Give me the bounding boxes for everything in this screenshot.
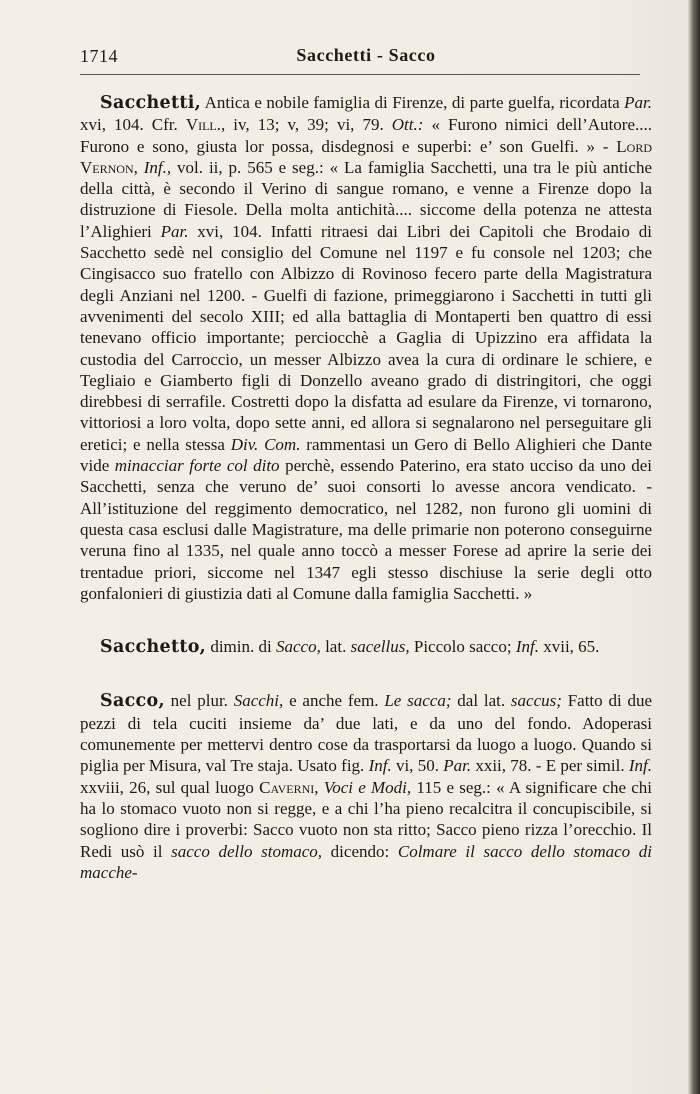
text-run: lat. [320,637,351,657]
text-run: Sacco, [275,637,321,657]
entry-text [80,92,652,604]
text-run: xvii, 65. [538,637,600,657]
text-run: dal lat. [451,691,511,711]
text-run: Fatto di due pezzi di tela cuciti insieme da’ due lati, e da uno del fondo. Adoperasi comunemente per mettervi dentro cose da trasportarsi da luogo a luogo. Quando si piglia per Misura, val Tre staja. Usato fig. [80,691,653,776]
text-run: vi, 50. [391,756,444,776]
text-run: Inf. [515,637,539,657]
text-run: Vill. [185,115,222,135]
text-run: minacciar forte col dito [114,456,280,476]
text-run: , [314,777,324,797]
text-run: Par. [160,221,189,241]
text-run: Inf., [143,157,172,177]
text-run: Antica e nobile famiglia di Firenze, di parte guelfa, ricordata [201,93,625,112]
entry-body [80,691,652,881]
text-run: Lord Vernon [80,136,652,177]
text-run: Par. [624,93,652,112]
text-run: rammentasi un Gero di Bello Alighieri che Dante vide [80,434,653,476]
book-spine-edge [688,0,700,1094]
running-title: Sacchetti - Sacco [296,45,436,65]
text-run: Voci e Modi, [323,777,412,797]
text-run: « Furono nimici dell’Autore.... Furono e sono, giusta lor possa, disdegnosi e superbi: e’ son Guelfi. » - [80,115,652,156]
text-run: Par. [443,756,472,776]
text-run: 115 e seg.: « A significare che chi ha lo stomaco vuoto non si regge, e a chi l’ha pieno recalcitra il concupiscibile, si sogliono dire i proverbi: Sacco vuoto non sta ritto; Sacco pieno rizza l’orecchio. Il Redi usò il [80,777,653,861]
text-run: , iv, 13; v, 39; vi, 79. [221,115,392,135]
entry-sacchetto [80,636,652,658]
text-run: e anche fem. [283,691,385,711]
headword: Sacchetto, [100,637,207,658]
text-run: dicendo: [322,841,398,861]
text-run: Inf. [368,756,392,776]
text-run: xxii, 78. - E per simil. [471,756,629,776]
text-run: xxviii, 26, sul qual luogo [80,777,260,797]
text-run: Piccolo sacco; [409,637,516,657]
text-run: sacellus, [350,637,410,657]
entry-text [80,690,652,883]
text-run: Colmare il sacco dello stomaco di macche- [80,841,653,882]
headword: Sacco, [100,691,165,712]
text-run: dimin. di [206,637,276,657]
text-run: saccus; [510,691,562,711]
page-number: 1714 [80,46,118,66]
text-run: perchè, essendo Paterino, era stato ucciso da uno dei Sacchetti, senza che veruno de’ suoi consorti lo avesse ancora vendicato. - All’istituzione del reggimento democratico, nel 1282, non furono gli uomini di questa casa esclusi dalle Magistrature, ma delle primarie non poterono conseguirne veruna fino al 1335, nel quale anno toccò a messer Forese ad aprire la serie dei trentadue priori, siccome nel 1347 egli stesso dischiuse la serie degli otto gonfalonieri di giustizia dati al Comune dalla famiglia Sacchetti. » [80,456,652,603]
text-run: xvi, 104. Infatti ritraesi dai Libri dei Capitoli che Brodaio di Sacchetto sedè nel consiglio del Comune nel 1197 e fu console nel 1203; che Cingisacco suo fratello con Albizzo di Rovinoso fecero parte della Magistratura degli Anziani nel 1200. - Guelfi di fazione, primeggiarono i Sacchetti in tutti gli avvenimenti del secolo XIII; ed alla battaglia di Montaperti ben quattro di essi tenevano officio importante; perciocchè a Gaglia di Upizzino era affidata la custodia del Carroccio, un messer Albizzo avea la cura di ordinare le schiere, e Tegliaio e Giamberto figli di Donzello aveano grado di distringitori, che oggi direbbesi di serrafile. Costretti dopo la disfatta ad esulare da Firenze, vi tornarono, vittoriosi a loro volta, dopo sette anni, ed allora si segnalarono nel perseguitare gli eretici; e nella stessa [80,221,652,454]
text-run: Sacchi, [233,691,284,711]
entry-text [80,636,652,658]
text-run: xvi, 104. Cfr. [80,115,186,135]
text-run: Ott.: [391,115,424,135]
text-run: Le sacca; [384,691,452,711]
running-head [80,44,652,72]
header-rule [80,74,640,75]
entry-body [206,637,599,656]
entry-body [80,93,652,603]
text-run: , [133,157,144,177]
text-run: sacco dello stomaco, [171,841,323,861]
text-run: Inf. [628,756,652,776]
entry-sacchetti [80,92,652,604]
text-run: nel plur. [164,691,234,711]
text-run: Caverni [259,777,315,797]
text-run: vol. ii, p. 565 e seg.: « La famiglia Sacchetti, una tra le più antiche della città, è secondo il Verino di sangue romano, e venne a Firenze dopo la distruzione di Fiesole. Della molta antichità.... siccome della potenza ne attesta l’Alighieri [80,157,652,241]
entry-sacco [80,690,652,883]
headword: Sacchetti, [100,93,202,113]
dictionary-entries [80,92,652,915]
text-run: Div. Com. [230,434,301,454]
